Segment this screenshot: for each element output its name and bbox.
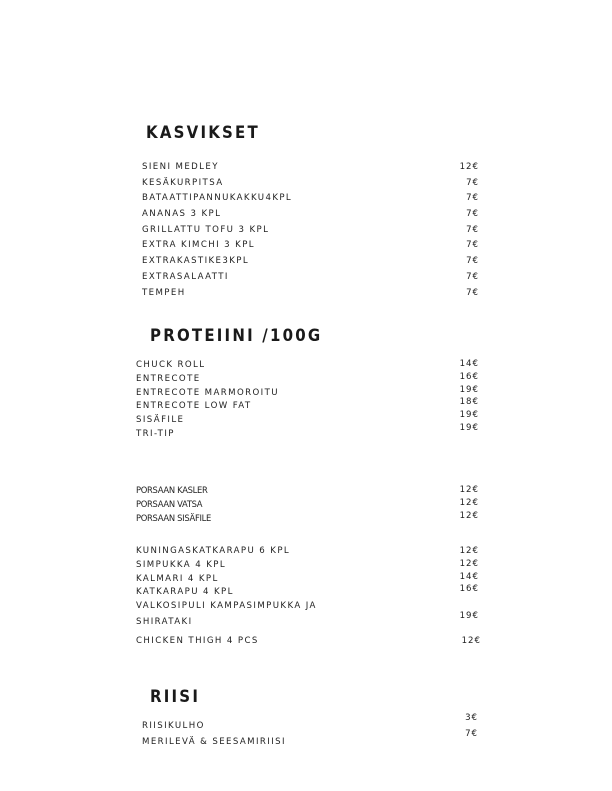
menu-item-name: ENTRECOTE [136, 373, 201, 384]
menu-item-name: EXTRASALAATTI [142, 271, 229, 282]
menu-item-name: KATKARAPU 4 KPL [136, 587, 234, 598]
menu-item-price: 7€ [466, 287, 479, 298]
kasvikset-names [142, 160, 292, 301]
menu-item-price: 7€ [466, 271, 479, 282]
menu-item-name: KESÄKURPITSA [142, 177, 224, 188]
menu-item-name: SIENI MEDLEY [142, 162, 219, 172]
menu-item-name: PORSAAN KASLER [136, 485, 208, 495]
menu-item-price: 16€ [459, 584, 479, 595]
menu-item-price: 19€ [459, 410, 479, 421]
menu-item-price: 7€ [466, 193, 479, 204]
menu-item-name: EXTRAKASTIKE3KPL [142, 256, 250, 267]
menu-item-name: TEMPEH [142, 287, 186, 298]
seafood-long-price [419, 609, 479, 625]
menu-item-name: ENTRECOTE LOW FAT [136, 401, 252, 412]
section-title-proteiini: PROTEIINI /100G [150, 325, 323, 346]
menu-item-price: 14€ [459, 571, 479, 582]
menu-item-price: 18€ [459, 397, 479, 408]
menu-item-price: 7€ [466, 209, 479, 220]
menu-item-name: ENTRECOTE MARMOROITU [136, 387, 279, 398]
menu-item-name: SISÄFILE [136, 415, 185, 426]
seafood-prices [419, 545, 479, 596]
menu-item-price: 12€ [459, 485, 479, 495]
menu-item-price: 19€ [459, 384, 479, 395]
seafood-names [136, 545, 317, 630]
menu-item-price: 14€ [459, 359, 479, 369]
menu-item-name: GRILLATTU TOFU 3 KPL [142, 224, 270, 235]
menu-item-price: 19€ [459, 611, 479, 621]
menu-item-price: 7€ [466, 224, 479, 235]
riisi-prices [418, 711, 478, 742]
menu-item-price: 12€ [459, 497, 479, 508]
beef-prices [419, 358, 479, 435]
menu-item-name: SHIRATAKI [136, 616, 193, 627]
menu-item-price: 12€ [459, 162, 479, 172]
menu-item-name: PORSAAN SISÄFILE [136, 512, 211, 523]
menu-item-price: 7€ [466, 177, 479, 188]
section-title-riisi: RIISI [150, 686, 201, 707]
menu-item-name: RIISIKULHO [142, 721, 205, 731]
menu-item-name: BATAATTIPANNUKAKKU4KPL [142, 193, 293, 204]
menu-item-price: 16€ [459, 371, 479, 382]
section-title-kasvikset: KASVIKSET [146, 122, 260, 143]
menu-item-name: EXTRA KIMCHI 3 KPL [142, 240, 255, 251]
chicken-price [421, 634, 481, 650]
riisi-names [142, 719, 286, 750]
menu-item-name: KUNINGASKATKARAPU 6 KPL [136, 546, 291, 556]
pork-names [136, 484, 211, 525]
menu-item-price: 3€ [465, 713, 478, 723]
chicken-name [136, 634, 259, 650]
beef-names [136, 359, 279, 442]
menu-item-price: 12€ [459, 546, 479, 556]
menu-item-name: VALKOSIPULI KAMPASIMPUKKA JA [136, 601, 317, 612]
menu-item-name: CHICKEN THIGH 4 PCS [136, 636, 259, 646]
menu-item-price: 7€ [466, 240, 479, 251]
menu-item-name: SIMPUKKA 4 KPL [136, 559, 227, 570]
menu-item-name: ANANAS 3 KPL [142, 209, 222, 220]
pork-prices [419, 484, 479, 522]
menu-item-name: KALMARI 4 KPL [136, 573, 219, 584]
menu-item-price: 12€ [461, 636, 481, 646]
menu-item-price: 7€ [466, 256, 479, 267]
menu-item-price: 7€ [465, 728, 478, 739]
menu-item-price: 12€ [459, 558, 479, 569]
menu-item-name: TRI-TIP [136, 428, 175, 439]
menu-item-price: 12€ [459, 510, 479, 521]
kasvikset-prices [419, 160, 479, 301]
menu-item-name: MERILEVÄ & SEESAMIRIISI [142, 736, 286, 747]
menu-item-price: 19€ [459, 422, 479, 433]
menu-item-name: PORSAAN VATSA [136, 498, 203, 509]
menu-item-name: CHUCK ROLL [136, 360, 206, 370]
